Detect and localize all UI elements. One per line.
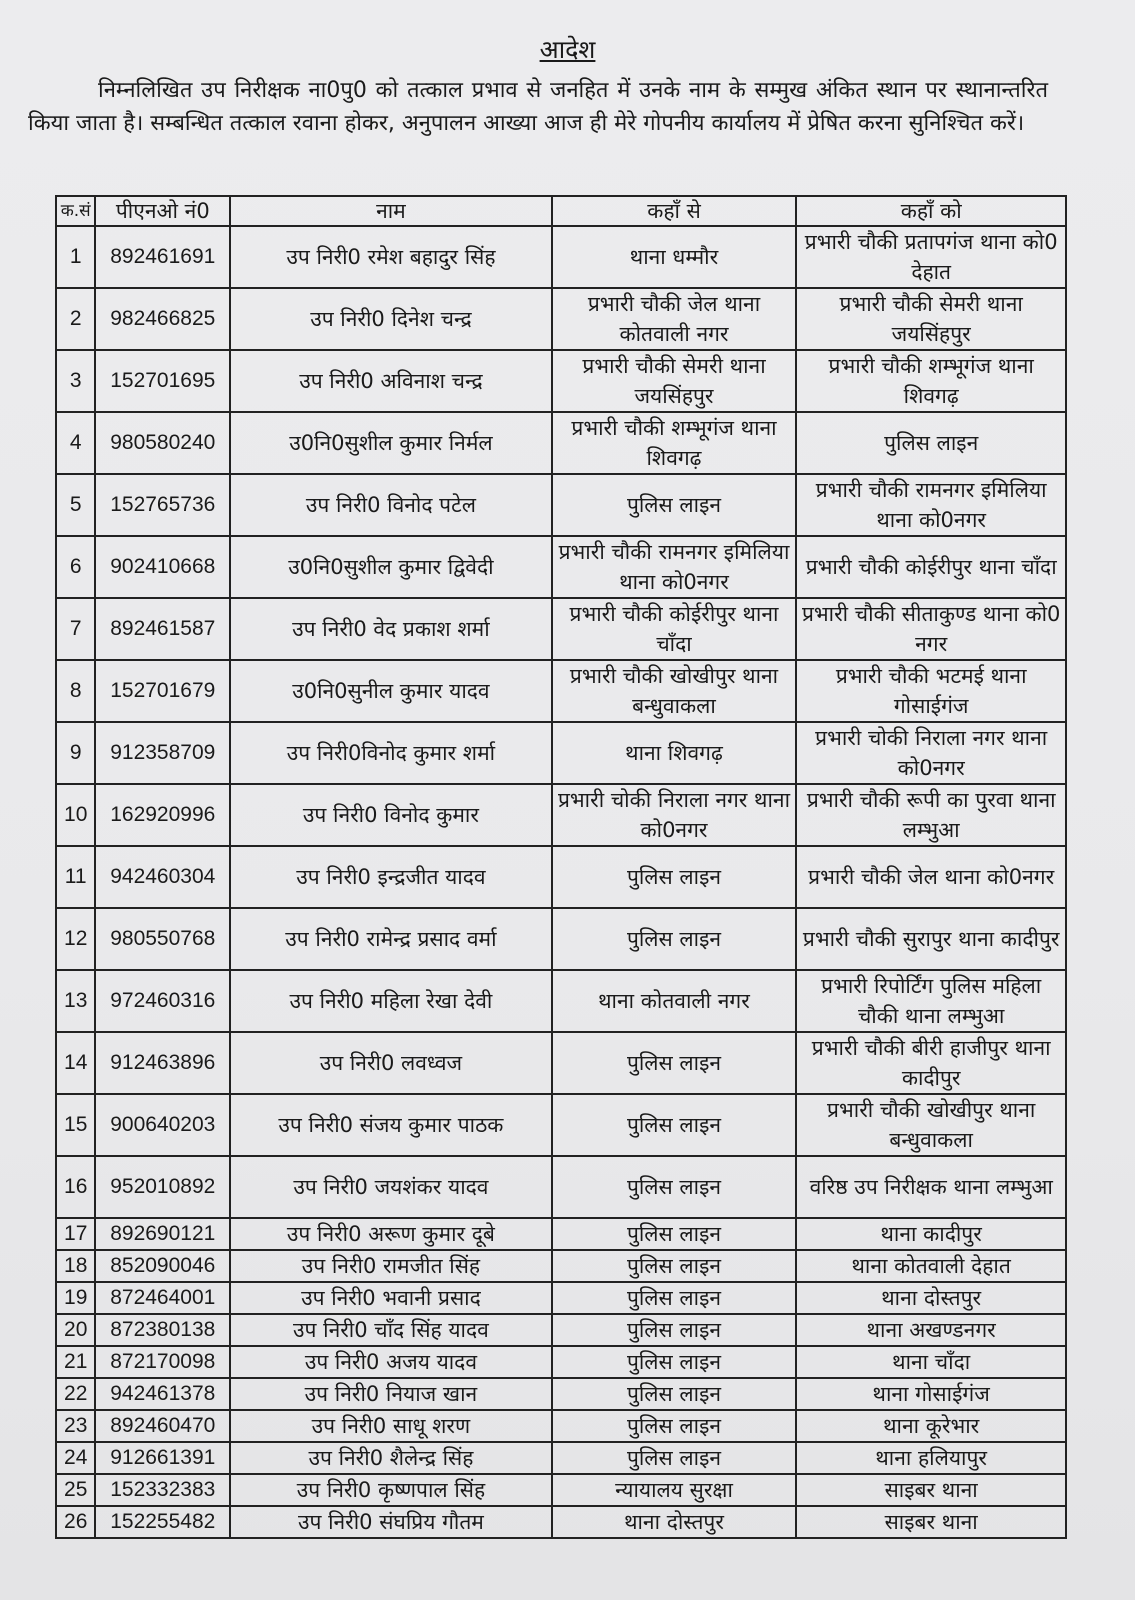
- table-row: [56, 288, 1066, 350]
- serial-cell: 18: [56, 1250, 95, 1282]
- to-cell: प्रभारी चौकी रूपी का पुरवा थाना लम्भुआ: [796, 784, 1066, 846]
- header-pno: पीएनओ नं0: [95, 196, 230, 226]
- pno-cell: 980580240: [95, 412, 230, 474]
- from-cell: पुलिस लाइन: [552, 1282, 797, 1314]
- serial-cell: 21: [56, 1346, 95, 1378]
- pno-cell: 892461587: [95, 598, 230, 660]
- table-row: [56, 1250, 1066, 1282]
- from-cell: न्यायालय सुरक्षा: [552, 1474, 797, 1506]
- serial-cell: 11: [56, 846, 95, 908]
- serial-cell: 1: [56, 226, 95, 288]
- to-cell: थाना चाँदा: [796, 1346, 1066, 1378]
- from-cell: थाना दोस्तपुर: [552, 1506, 797, 1538]
- table-row: [56, 1506, 1066, 1538]
- to-cell: पुलिस लाइन: [796, 412, 1066, 474]
- table-row: [56, 536, 1066, 598]
- serial-cell: 25: [56, 1474, 95, 1506]
- from-cell: प्रभारी चोकी निराला नगर थाना को0नगर: [552, 784, 797, 846]
- name-cell: उ0नि0सुशील कुमार द्विवेदी: [230, 536, 551, 598]
- serial-cell: 9: [56, 722, 95, 784]
- table-row: [56, 660, 1066, 722]
- name-cell: उप निरी0 अरूण कुमार दूबे: [230, 1218, 551, 1250]
- table-row: [56, 1156, 1066, 1218]
- pno-cell: 942460304: [95, 846, 230, 908]
- from-cell: पुलिस लाइन: [552, 1346, 797, 1378]
- table-body: [56, 226, 1066, 1538]
- serial-cell: 20: [56, 1314, 95, 1346]
- serial-cell: 17: [56, 1218, 95, 1250]
- to-cell: प्रभारी चौकी शम्भूगंज थाना शिवगढ़: [796, 350, 1066, 412]
- from-cell: प्रभारी चौकी कोईरीपुर थाना चाँदा: [552, 598, 797, 660]
- pno-cell: 152765736: [95, 474, 230, 536]
- to-cell: वरिष्ठ उप निरीक्षक थाना लम्भुआ: [796, 1156, 1066, 1218]
- serial-cell: 13: [56, 970, 95, 1032]
- serial-cell: 19: [56, 1282, 95, 1314]
- pno-cell: 902410668: [95, 536, 230, 598]
- table-row: [56, 412, 1066, 474]
- pno-cell: 972460316: [95, 970, 230, 1032]
- from-cell: थाना धम्मौर: [552, 226, 797, 288]
- to-cell: साइबर थाना: [796, 1506, 1066, 1538]
- table-row: [56, 1314, 1066, 1346]
- to-cell: प्रभारी चौकी सुरापुर थाना कादीपुर: [796, 908, 1066, 970]
- pno-cell: 982466825: [95, 288, 230, 350]
- serial-cell: 7: [56, 598, 95, 660]
- transfer-table: [55, 195, 1067, 1539]
- name-cell: उप निरी0 अविनाश चन्द्र: [230, 350, 551, 412]
- to-cell: प्रभारी रिपोर्टिंग पुलिस महिला चौकी थाना लम्भुआ: [796, 970, 1066, 1032]
- name-cell: उप निरी0 अजय यादव: [230, 1346, 551, 1378]
- to-cell: थाना कूरेभार: [796, 1410, 1066, 1442]
- name-cell: उप निरी0 लवध्वज: [230, 1032, 551, 1094]
- from-cell: पुलिस लाइन: [552, 846, 797, 908]
- serial-cell: 4: [56, 412, 95, 474]
- serial-cell: 2: [56, 288, 95, 350]
- table-row: [56, 350, 1066, 412]
- pno-cell: 152255482: [95, 1506, 230, 1538]
- table-row: [56, 970, 1066, 1032]
- table-header-row: [56, 196, 1066, 226]
- serial-cell: 8: [56, 660, 95, 722]
- header-serial: क.सं: [56, 196, 95, 226]
- name-cell: उ0नि0सुशील कुमार निर्मल: [230, 412, 551, 474]
- from-cell: पुलिस लाइन: [552, 1442, 797, 1474]
- from-cell: पुलिस लाइन: [552, 1410, 797, 1442]
- to-cell: प्रभारी चौकी रामनगर इमिलिया थाना को0नगर: [796, 474, 1066, 536]
- name-cell: उप निरी0 रामजीत सिंह: [230, 1250, 551, 1282]
- from-cell: प्रभारी चौकी जेल थाना कोतवाली नगर: [552, 288, 797, 350]
- from-cell: पुलिस लाइन: [552, 1032, 797, 1094]
- table-row: [56, 1346, 1066, 1378]
- to-cell: प्रभारी चौकी बीरी हाजीपुर थाना कादीपुर: [796, 1032, 1066, 1094]
- from-cell: थाना शिवगढ़: [552, 722, 797, 784]
- pno-cell: 892690121: [95, 1218, 230, 1250]
- name-cell: उप निरी0 जयशंकर यादव: [230, 1156, 551, 1218]
- document-title: आदेश: [539, 35, 596, 64]
- to-cell: प्रभारी चौकी खोखीपुर थाना बन्धुवाकला: [796, 1094, 1066, 1156]
- table-row: [56, 226, 1066, 288]
- from-cell: प्रभारी चौकी रामनगर इमिलिया थाना को0नगर: [552, 536, 797, 598]
- serial-cell: 24: [56, 1442, 95, 1474]
- table-row: [56, 908, 1066, 970]
- table-row: [56, 1218, 1066, 1250]
- pno-cell: 980550768: [95, 908, 230, 970]
- table-row: [56, 1442, 1066, 1474]
- serial-cell: 22: [56, 1378, 95, 1410]
- pno-cell: 912463896: [95, 1032, 230, 1094]
- table-row: [56, 1378, 1066, 1410]
- to-cell: थाना कोतवाली देहात: [796, 1250, 1066, 1282]
- table-row: [56, 474, 1066, 536]
- name-cell: उप निरी0 वेद प्रकाश शर्मा: [230, 598, 551, 660]
- to-cell: प्रभारी चौकी सीताकुण्ड थाना को0 नगर: [796, 598, 1066, 660]
- name-cell: उप निरी0 दिनेश चन्द्र: [230, 288, 551, 350]
- pno-cell: 162920996: [95, 784, 230, 846]
- name-cell: उप निरी0 इन्द्रजीत यादव: [230, 846, 551, 908]
- header-to: कहाँ को: [796, 196, 1066, 226]
- serial-cell: 26: [56, 1506, 95, 1538]
- name-cell: उप निरी0 संजय कुमार पाठक: [230, 1094, 551, 1156]
- pno-cell: 152701695: [95, 350, 230, 412]
- pno-cell: 152332383: [95, 1474, 230, 1506]
- serial-cell: 10: [56, 784, 95, 846]
- from-cell: थाना कोतवाली नगर: [552, 970, 797, 1032]
- pno-cell: 892461691: [95, 226, 230, 288]
- name-cell: उप निरी0 शैलेन्द्र सिंह: [230, 1442, 551, 1474]
- name-cell: उप निरी0 महिला रेखा देवी: [230, 970, 551, 1032]
- pno-cell: 872380138: [95, 1314, 230, 1346]
- table-row: [56, 722, 1066, 784]
- name-cell: उप निरी0विनोद कुमार शर्मा: [230, 722, 551, 784]
- header-from: कहाँ से: [552, 196, 797, 226]
- to-cell: थाना दोस्तपुर: [796, 1282, 1066, 1314]
- order-paragraph-text: निम्नलिखित उप निरीक्षक ना0पु0 को तत्काल प्रभाव से जनहित में उनके नाम के सम्मुख अंकित स्थान पर स्थानान्तरित किया जाता है। सम्बन्धित तत्काल रवाना होकर, अनुपालन आख्या आज ही मेरे गोपनीय कार्यालय में प्रेषित करना सुनिश्चित करें।: [28, 78, 1048, 136]
- from-cell: पुलिस लाइन: [552, 1156, 797, 1218]
- from-cell: पुलिस लाइन: [552, 908, 797, 970]
- name-cell: उप निरी0 साधू शरण: [230, 1410, 551, 1442]
- pno-cell: 942461378: [95, 1378, 230, 1410]
- table-row: [56, 846, 1066, 908]
- to-cell: प्रभारी चौकी कोईरीपुर थाना चाँदा: [796, 536, 1066, 598]
- name-cell: उप निरी0 कृष्णपाल सिंह: [230, 1474, 551, 1506]
- name-cell: उप निरी0 रामेन्द्र प्रसाद वर्मा: [230, 908, 551, 970]
- pno-cell: 892460470: [95, 1410, 230, 1442]
- order-paragraph: [28, 74, 1048, 140]
- serial-cell: 16: [56, 1156, 95, 1218]
- to-cell: थाना हलियापुर: [796, 1442, 1066, 1474]
- from-cell: पुलिस लाइन: [552, 1094, 797, 1156]
- name-cell: उप निरी0 नियाज खान: [230, 1378, 551, 1410]
- serial-cell: 23: [56, 1410, 95, 1442]
- pno-cell: 912358709: [95, 722, 230, 784]
- from-cell: पुलिस लाइन: [552, 1378, 797, 1410]
- pno-cell: 852090046: [95, 1250, 230, 1282]
- to-cell: थाना अखण्डनगर: [796, 1314, 1066, 1346]
- pno-cell: 152701679: [95, 660, 230, 722]
- serial-cell: 15: [56, 1094, 95, 1156]
- table-row: [56, 784, 1066, 846]
- table-row: [56, 1474, 1066, 1506]
- serial-cell: 3: [56, 350, 95, 412]
- name-cell: उप निरी0 विनोद पटेल: [230, 474, 551, 536]
- table-row: [56, 598, 1066, 660]
- name-cell: उप निरी0 भवानी प्रसाद: [230, 1282, 551, 1314]
- from-cell: पुलिस लाइन: [552, 1314, 797, 1346]
- to-cell: थाना गोसाईगंज: [796, 1378, 1066, 1410]
- pno-cell: 912661391: [95, 1442, 230, 1474]
- name-cell: उप निरी0 रमेश बहादुर सिंह: [230, 226, 551, 288]
- to-cell: प्रभारी चौकी भटमई थाना गोसाईगंज: [796, 660, 1066, 722]
- to-cell: साइबर थाना: [796, 1474, 1066, 1506]
- pno-cell: 900640203: [95, 1094, 230, 1156]
- to-cell: प्रभारी चौकी जेल थाना को0नगर: [796, 846, 1066, 908]
- from-cell: प्रभारी चौकी शम्भूगंज थाना शिवगढ़: [552, 412, 797, 474]
- to-cell: प्रभारी चोकी निराला नगर थाना को0नगर: [796, 722, 1066, 784]
- from-cell: पुलिस लाइन: [552, 1218, 797, 1250]
- pno-cell: 872170098: [95, 1346, 230, 1378]
- pno-cell: 872464001: [95, 1282, 230, 1314]
- table-row: [56, 1410, 1066, 1442]
- serial-cell: 5: [56, 474, 95, 536]
- name-cell: उप निरी0 विनोद कुमार: [230, 784, 551, 846]
- from-cell: पुलिस लाइन: [552, 1250, 797, 1282]
- from-cell: प्रभारी चौकी सेमरी थाना जयसिंहपुर: [552, 350, 797, 412]
- serial-cell: 14: [56, 1032, 95, 1094]
- name-cell: उ0नि0सुनील कुमार यादव: [230, 660, 551, 722]
- serial-cell: 6: [56, 536, 95, 598]
- pno-cell: 952010892: [95, 1156, 230, 1218]
- table-row: [56, 1282, 1066, 1314]
- header-name: नाम: [230, 196, 551, 226]
- table-row: [56, 1032, 1066, 1094]
- serial-cell: 12: [56, 908, 95, 970]
- to-cell: थाना कादीपुर: [796, 1218, 1066, 1250]
- to-cell: प्रभारी चौकी सेमरी थाना जयसिंहपुर: [796, 288, 1066, 350]
- name-cell: उप निरी0 चाँद सिंह यादव: [230, 1314, 551, 1346]
- name-cell: उप निरी0 संघप्रिय गौतम: [230, 1506, 551, 1538]
- from-cell: प्रभारी चौकी खोखीपुर थाना बन्धुवाकला: [552, 660, 797, 722]
- from-cell: पुलिस लाइन: [552, 474, 797, 536]
- to-cell: प्रभारी चौकी प्रतापगंज थाना को0 देहात: [796, 226, 1066, 288]
- table-row: [56, 1094, 1066, 1156]
